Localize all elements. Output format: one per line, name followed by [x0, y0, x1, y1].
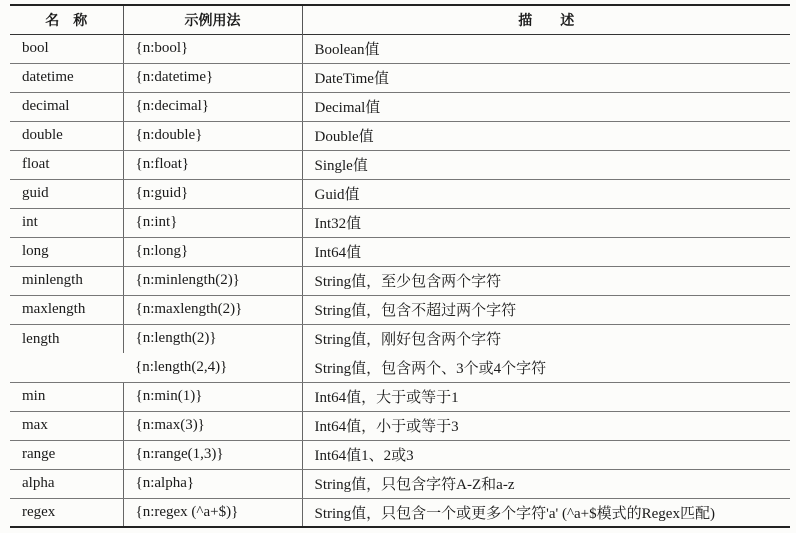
table-row	[10, 92, 790, 121]
cell-usage: {n:regex (^a+$)}	[123, 498, 302, 527]
table-row	[10, 179, 790, 208]
cell-name: double	[10, 121, 123, 150]
cell-description: Int64值，大于或等于1	[302, 382, 790, 411]
cell-description: String值，只包含一个或更多个字符'a' (^a+$模式的Regex匹配)	[302, 498, 790, 527]
header-usage: 示例用法	[123, 5, 302, 34]
cell-usage: {n:length(2,4)}	[123, 353, 302, 382]
cell-description: String值，只包含字符A-Z和a-z	[302, 469, 790, 498]
cell-description: Boolean值	[302, 34, 790, 63]
cell-name: datetime	[10, 63, 123, 92]
cell-name: length	[10, 324, 123, 382]
table-row	[10, 295, 790, 324]
table-row	[10, 469, 790, 498]
cell-usage: {n:guid}	[123, 179, 302, 208]
cell-description: Int64值1、2或3	[302, 440, 790, 469]
cell-usage: {n:length(2)}	[123, 324, 302, 353]
table-body	[10, 34, 790, 527]
cell-name: guid	[10, 179, 123, 208]
cell-description: DateTime值	[302, 63, 790, 92]
table-row	[10, 208, 790, 237]
cell-description: Decimal值	[302, 92, 790, 121]
cell-usage: {n:datetime}	[123, 63, 302, 92]
cell-name: min	[10, 382, 123, 411]
cell-usage: {n:max(3)}	[123, 411, 302, 440]
cell-usage: {n:float}	[123, 150, 302, 179]
cell-description: String值，至少包含两个字符	[302, 266, 790, 295]
header-description: 描 述	[302, 5, 790, 34]
cell-description: Single值	[302, 150, 790, 179]
table-row	[10, 353, 790, 382]
header-name: 名 称	[45, 12, 88, 29]
route-constraints-table	[10, 4, 790, 528]
cell-usage: {n:bool}	[123, 34, 302, 63]
cell-usage: {n:range(1,3)}	[123, 440, 302, 469]
table-row	[10, 121, 790, 150]
cell-usage: {n:alpha}	[123, 469, 302, 498]
cell-name: range	[10, 440, 123, 469]
cell-name: decimal	[10, 92, 123, 121]
cell-usage: {n:double}	[123, 121, 302, 150]
table-row	[10, 266, 790, 295]
cell-name: minlength	[10, 266, 123, 295]
cell-name: maxlength	[10, 295, 123, 324]
cell-name: max	[10, 411, 123, 440]
table-row	[10, 382, 790, 411]
cell-description: String值，包含两个、3个或4个字符	[302, 353, 790, 382]
cell-usage: {n:min(1)}	[123, 382, 302, 411]
table-row	[10, 150, 790, 179]
cell-name: alpha	[10, 469, 123, 498]
table-row	[10, 237, 790, 266]
table-row	[10, 411, 790, 440]
cell-usage: {n:int}	[123, 208, 302, 237]
table-row	[10, 440, 790, 469]
cell-description: String值，包含不超过两个字符	[302, 295, 790, 324]
cell-usage: {n:minlength(2)}	[123, 266, 302, 295]
cell-description: Int64值	[302, 237, 790, 266]
table-row	[10, 63, 790, 92]
cell-usage: {n:decimal}	[123, 92, 302, 121]
cell-name: regex	[10, 498, 123, 527]
table-row	[10, 324, 790, 353]
cell-description: Double值	[302, 121, 790, 150]
cell-description: Guid值	[302, 179, 790, 208]
cell-description: String值，刚好包含两个字符	[302, 324, 790, 353]
cell-usage: {n:maxlength(2)}	[123, 295, 302, 324]
cell-name: long	[10, 237, 123, 266]
cell-usage: {n:long}	[123, 237, 302, 266]
cell-description: Int64值，小于或等于3	[302, 411, 790, 440]
table-row	[10, 34, 790, 63]
table-row	[10, 498, 790, 527]
cell-name: int	[10, 208, 123, 237]
cell-name: float	[10, 150, 123, 179]
cell-name: bool	[10, 34, 123, 63]
table-header	[10, 5, 790, 34]
cell-description: Int32值	[302, 208, 790, 237]
header-row	[10, 5, 790, 34]
